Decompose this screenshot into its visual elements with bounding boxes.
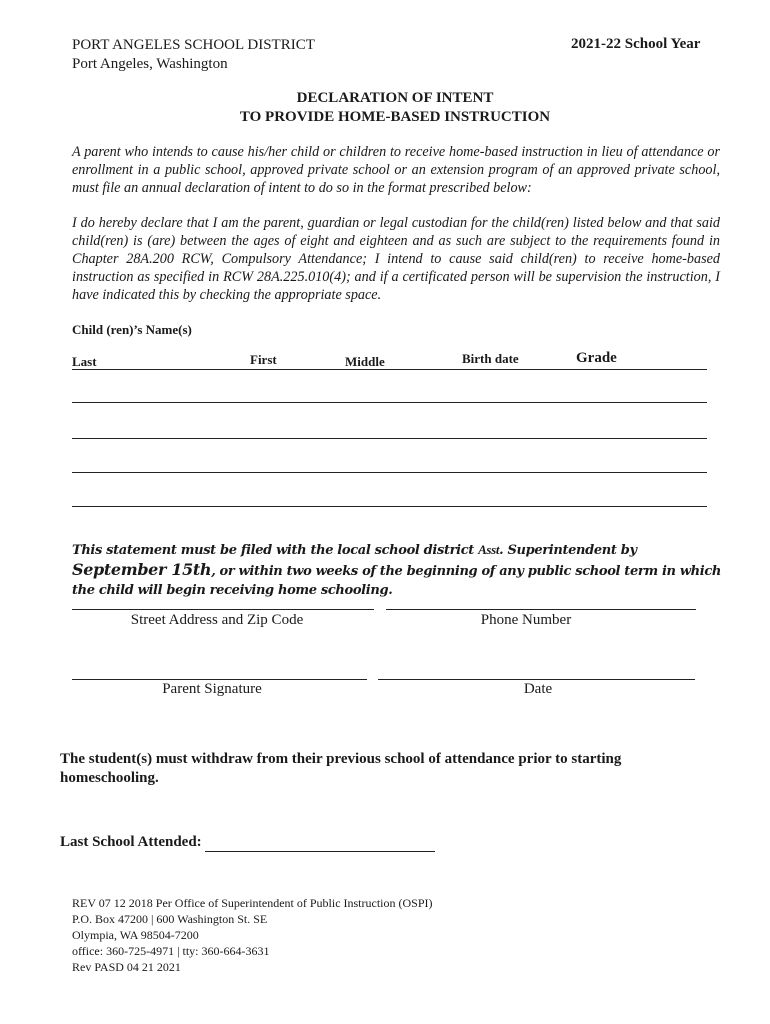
district-name: PORT ANGELES SCHOOL DISTRICT <box>72 37 315 53</box>
declaration-paragraph: I do hereby declare that I am the parent, guardian or legal custodian for the child(ren) listed below and that said child(ren) is (are) between the ages of eight and eighteen and as such are subject to the requirements found in Chapter 28A.200 RCW, Compulsory Attendance; I intend to cause said child(ren) to receive home-based instruction as specified in RCW 28A.225.010(4); and if a certificated person will be supervision the instruction, I have indicated this by checking the appropriate space. <box>72 215 720 303</box>
footer-address <box>72 895 433 959</box>
column-first: First <box>250 352 277 367</box>
footer-line-2: P.O. Box 47200 | 600 Washington St. SE <box>72 912 268 926</box>
school-year: 2021-22 School Year <box>571 36 701 52</box>
column-middle: Middle <box>345 354 385 369</box>
filing-deadline: September 15th <box>72 560 212 579</box>
child-row-line-4[interactable] <box>72 506 707 507</box>
phone-number-field[interactable] <box>386 609 696 610</box>
footer-line-1: REV 07 12 2018 Per Office of Superintendent of Public Instruction (OSPI) <box>72 896 433 910</box>
children-label: Child (ren)’s Name(s) <box>72 322 192 337</box>
district-header <box>72 36 315 74</box>
parent-signature-caption: Parent Signature <box>162 681 262 697</box>
phone-number-caption: Phone Number <box>480 612 572 628</box>
date-field[interactable] <box>378 679 695 680</box>
child-row-line-2[interactable] <box>72 438 707 439</box>
form-title-line1: DECLARATION OF INTENT <box>296 90 494 106</box>
last-school-field[interactable] <box>205 851 435 852</box>
column-last: Last <box>72 354 97 369</box>
column-grade: Grade <box>576 350 617 366</box>
child-row-line-1[interactable] <box>72 402 707 403</box>
revision-note: Rev PASD 04 21 2021 <box>72 960 181 974</box>
footer-line-4: office: 360-725-4971 | tty: 360-664-3631 <box>72 944 270 958</box>
form-title-line2: TO PROVIDE HOME-BASED INSTRUCTION <box>239 109 551 125</box>
footer-line-3: Olympia, WA 98504-7200 <box>72 928 199 942</box>
date-caption: Date <box>523 681 553 697</box>
column-birth-date: Birth date <box>462 351 519 366</box>
form-title <box>0 89 770 127</box>
withdraw-notice: The student(s) must withdraw from their previous school of attendance prior to starting homeschooling. <box>60 751 622 786</box>
street-address-caption: Street Address and Zip Code <box>130 612 304 628</box>
last-school-label: Last School Attended: <box>60 834 202 850</box>
child-row-line-3[interactable] <box>72 472 707 473</box>
children-header-underline <box>72 369 707 370</box>
parent-signature-field[interactable] <box>72 679 367 680</box>
intro-paragraph: A parent who intends to cause his/her child or children to receive home-based instruction in lieu of attendance or enrollment in a public school, approved private school or an extension program of an approved private school, must file an annual declaration of intent to do so in the format prescribed below: <box>72 144 720 196</box>
street-address-field[interactable] <box>72 609 374 610</box>
district-location: Port Angeles, Washington <box>72 56 228 72</box>
filing-notice: This statement must be filed with the local school district Asst. Superintendent by September 15th, or within two weeks of the beginning of any public school term in which the child will begin receiving home schooling. <box>72 542 722 598</box>
